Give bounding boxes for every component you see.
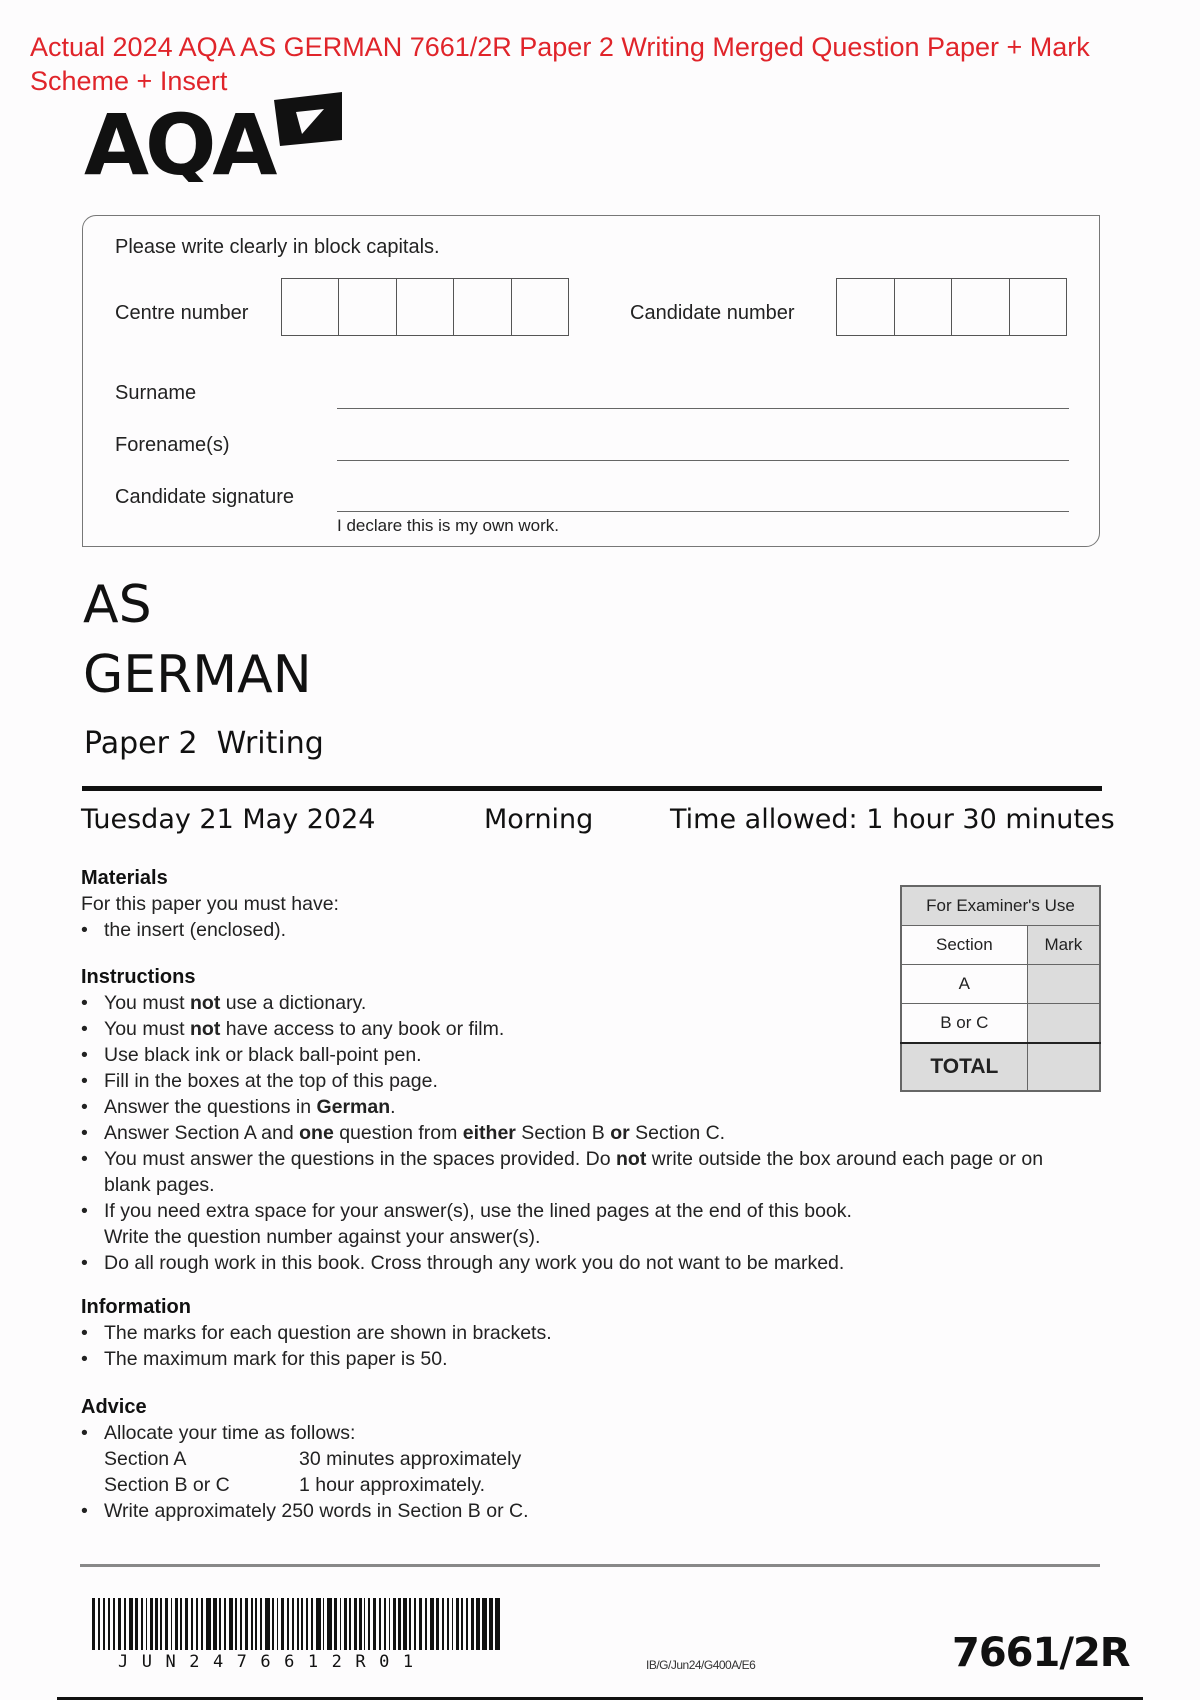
barcode-bar — [135, 1598, 138, 1650]
barcode-bar — [368, 1598, 370, 1650]
barcode-bar — [476, 1598, 481, 1650]
section-a-cell: A — [901, 965, 1027, 1004]
barcode-bar — [306, 1598, 308, 1650]
barcode-bar — [124, 1598, 126, 1650]
barcode-bar — [260, 1598, 262, 1650]
barcode-bar — [146, 1598, 148, 1650]
barcode-bar — [495, 1598, 500, 1650]
declaration-text: I declare this is my own work. — [337, 516, 560, 535]
instruction-item: • If you need extra space for your answer(s), use the lined pages at the end of this book. Write the question number against your answer(s). — [81, 1198, 1081, 1250]
barcode-bar — [277, 1598, 279, 1650]
barcode-bar — [245, 1598, 248, 1650]
barcode-bar — [281, 1598, 284, 1650]
section-a-mark — [1027, 965, 1100, 1004]
instruction-item: • You must answer the questions in the spaces provided. Do not write outside the box around each page or on blank pages. — [81, 1146, 1081, 1198]
exam-date: Tuesday 21 May 2024 — [81, 804, 376, 835]
barcode-bar — [180, 1598, 182, 1650]
barcode-bar — [92, 1598, 95, 1650]
barcode-bar — [419, 1598, 422, 1650]
footer-divider — [80, 1564, 1100, 1567]
barcode-bar — [118, 1598, 121, 1650]
barcode-bar — [425, 1598, 427, 1650]
materials-heading: Materials — [81, 867, 168, 889]
instruction-item: • Use black ink or black ball-point pen. — [81, 1042, 1081, 1068]
barcode-bar — [323, 1598, 325, 1650]
total-mark — [1027, 1043, 1100, 1091]
total-cell: TOTAL — [901, 1043, 1027, 1091]
advice-section — [81, 1394, 1101, 1524]
section-column-header: Section — [901, 926, 1027, 965]
time-allowed: Time allowed: 1 hour 30 minutes — [670, 804, 1115, 835]
barcode-bar — [334, 1598, 337, 1650]
barcode-bar — [442, 1598, 444, 1650]
barcode-bar — [379, 1598, 381, 1650]
barcode-bar — [103, 1598, 105, 1650]
barcode-bar — [150, 1598, 153, 1650]
advice-section-bc: Section B or C — [104, 1474, 230, 1496]
barcode-bar — [206, 1598, 211, 1650]
signature-label: Candidate signature — [115, 486, 295, 508]
barcode-bar — [201, 1598, 203, 1650]
barcode-bar — [359, 1598, 362, 1650]
materials-intro: For this paper you must have: — [81, 893, 339, 915]
instruction-item: • Answer the questions in German. — [81, 1094, 1081, 1120]
reference-code: IB/G/Jun24/G400A/E6 — [646, 1658, 756, 1672]
barcode-bar — [98, 1598, 101, 1650]
barcode-bar — [297, 1598, 300, 1650]
barcode-bar — [141, 1598, 143, 1650]
information-heading: Information — [81, 1296, 191, 1318]
subject-heading: GERMAN — [83, 645, 312, 705]
barcode-bar — [301, 1598, 303, 1650]
barcode-bar — [175, 1598, 178, 1650]
component-heading: Paper 2 Writing — [84, 726, 324, 761]
document-title: Actual 2024 AQA AS GERMAN 7661/2R Paper 2 Writing Merged Question Paper + Mark Scheme + Insert — [30, 32, 1090, 96]
examiner-table-title: For Examiner's Use — [901, 886, 1100, 926]
barcode-bar — [414, 1598, 416, 1650]
barcode-bar — [251, 1598, 254, 1650]
information-section — [81, 1294, 1101, 1372]
barcode-bar — [160, 1598, 162, 1650]
barcode-bar — [129, 1598, 134, 1650]
barcode-bar — [191, 1598, 194, 1650]
advice-section-a: Section A — [104, 1448, 187, 1470]
barcode-bar — [287, 1598, 289, 1650]
block-capitals-instruction: Please write clearly in block capitals. — [115, 236, 440, 258]
advice-allocate: • Allocate your time as follows: — [104, 1422, 356, 1444]
barcode-bar — [471, 1598, 474, 1650]
advice-words: • Write approximately 250 words in Section B or C. — [81, 1498, 1101, 1524]
barcode-bar — [466, 1598, 468, 1650]
barcode-bar — [409, 1598, 411, 1650]
section-bc-mark — [1027, 1004, 1100, 1044]
barcode-bar — [219, 1598, 221, 1650]
barcode-bar — [364, 1598, 366, 1650]
barcode-bar — [344, 1598, 347, 1650]
svg-text:AQA: AQA — [84, 96, 274, 182]
advice-time-a: 30 minutes approximately — [299, 1448, 522, 1470]
instruction-item: • You must not use a dictionary. — [81, 990, 1081, 1016]
barcode-bar — [240, 1598, 242, 1650]
barcode-bar — [340, 1598, 342, 1650]
barcode-text: JUN2476612R01 — [118, 1652, 427, 1672]
barcode-bar — [354, 1598, 357, 1650]
barcode-bar — [113, 1598, 115, 1650]
barcode-bar — [384, 1598, 386, 1650]
barcode-bar — [447, 1598, 449, 1650]
barcode-bar — [213, 1598, 218, 1650]
aqa-logo — [84, 92, 344, 182]
barcode-bar — [224, 1598, 226, 1650]
materials-item: • the insert (enclosed). — [81, 917, 1101, 943]
barcode-bar — [316, 1598, 321, 1650]
instruction-item: • Fill in the boxes at the top of this page. — [81, 1068, 1081, 1094]
paper-code: 7661/2R — [952, 1630, 1130, 1676]
barcode-bar — [155, 1598, 158, 1650]
barcode — [92, 1598, 502, 1650]
barcode-bar — [430, 1598, 435, 1650]
candidate-number-label: Candidate number — [630, 302, 795, 324]
barcode-bar — [292, 1598, 294, 1650]
barcode-bar — [349, 1598, 351, 1650]
advice-heading: Advice — [81, 1396, 147, 1418]
centre-number-field[interactable] — [281, 278, 569, 336]
barcode-bar — [165, 1598, 168, 1650]
forenames-field[interactable] — [337, 460, 1069, 461]
barcode-bar — [393, 1598, 396, 1650]
barcode-bar — [229, 1598, 234, 1650]
barcode-bar — [436, 1598, 439, 1650]
surname-label: Surname — [115, 382, 197, 404]
instruction-item: • Answer Section A and one question from either Section B or Section C. — [81, 1120, 1081, 1146]
barcode-bar — [327, 1598, 332, 1650]
barcode-bar — [489, 1598, 494, 1650]
forenames-label: Forename(s) — [115, 434, 230, 456]
instruction-item: • Do all rough work in this book. Cross through any work you do not want to be marked. — [81, 1250, 1081, 1276]
barcode-bar — [265, 1598, 270, 1650]
barcode-bar — [452, 1598, 454, 1650]
barcode-bar — [403, 1598, 408, 1650]
information-item: • The maximum mark for this paper is 50. — [81, 1346, 1101, 1372]
exam-session: Morning — [484, 804, 594, 835]
mark-column-header: Mark — [1027, 926, 1100, 965]
barcode-bar — [196, 1598, 198, 1650]
barcode-bar — [255, 1598, 257, 1650]
barcode-bar — [398, 1598, 401, 1650]
signature-field[interactable] — [337, 511, 1069, 512]
barcode-bar — [185, 1598, 188, 1650]
barcode-bar — [389, 1598, 391, 1650]
barcode-bar — [272, 1598, 274, 1650]
information-item: • The marks for each question are shown in brackets. — [81, 1320, 1101, 1346]
level-heading: AS — [83, 575, 152, 635]
instructions-heading: Instructions — [81, 966, 196, 988]
surname-field[interactable] — [337, 408, 1069, 409]
centre-number-label: Centre number — [115, 302, 249, 324]
barcode-bar — [108, 1598, 110, 1650]
barcode-bar — [373, 1598, 376, 1650]
advice-time-bc: 1 hour approximately. — [299, 1474, 486, 1496]
barcode-bar — [482, 1598, 487, 1650]
heading-divider — [82, 786, 1102, 791]
section-bc-cell: B or C — [901, 1004, 1027, 1044]
barcode-bar — [456, 1598, 459, 1650]
barcode-bar — [311, 1598, 313, 1650]
barcode-bar — [171, 1598, 173, 1650]
candidate-number-field[interactable] — [836, 278, 1067, 336]
barcode-bar — [461, 1598, 463, 1650]
barcode-bar — [235, 1598, 237, 1650]
examiner-use-table — [900, 885, 1101, 1092]
instruction-item: • You must not have access to any book or film. — [81, 1016, 1081, 1042]
